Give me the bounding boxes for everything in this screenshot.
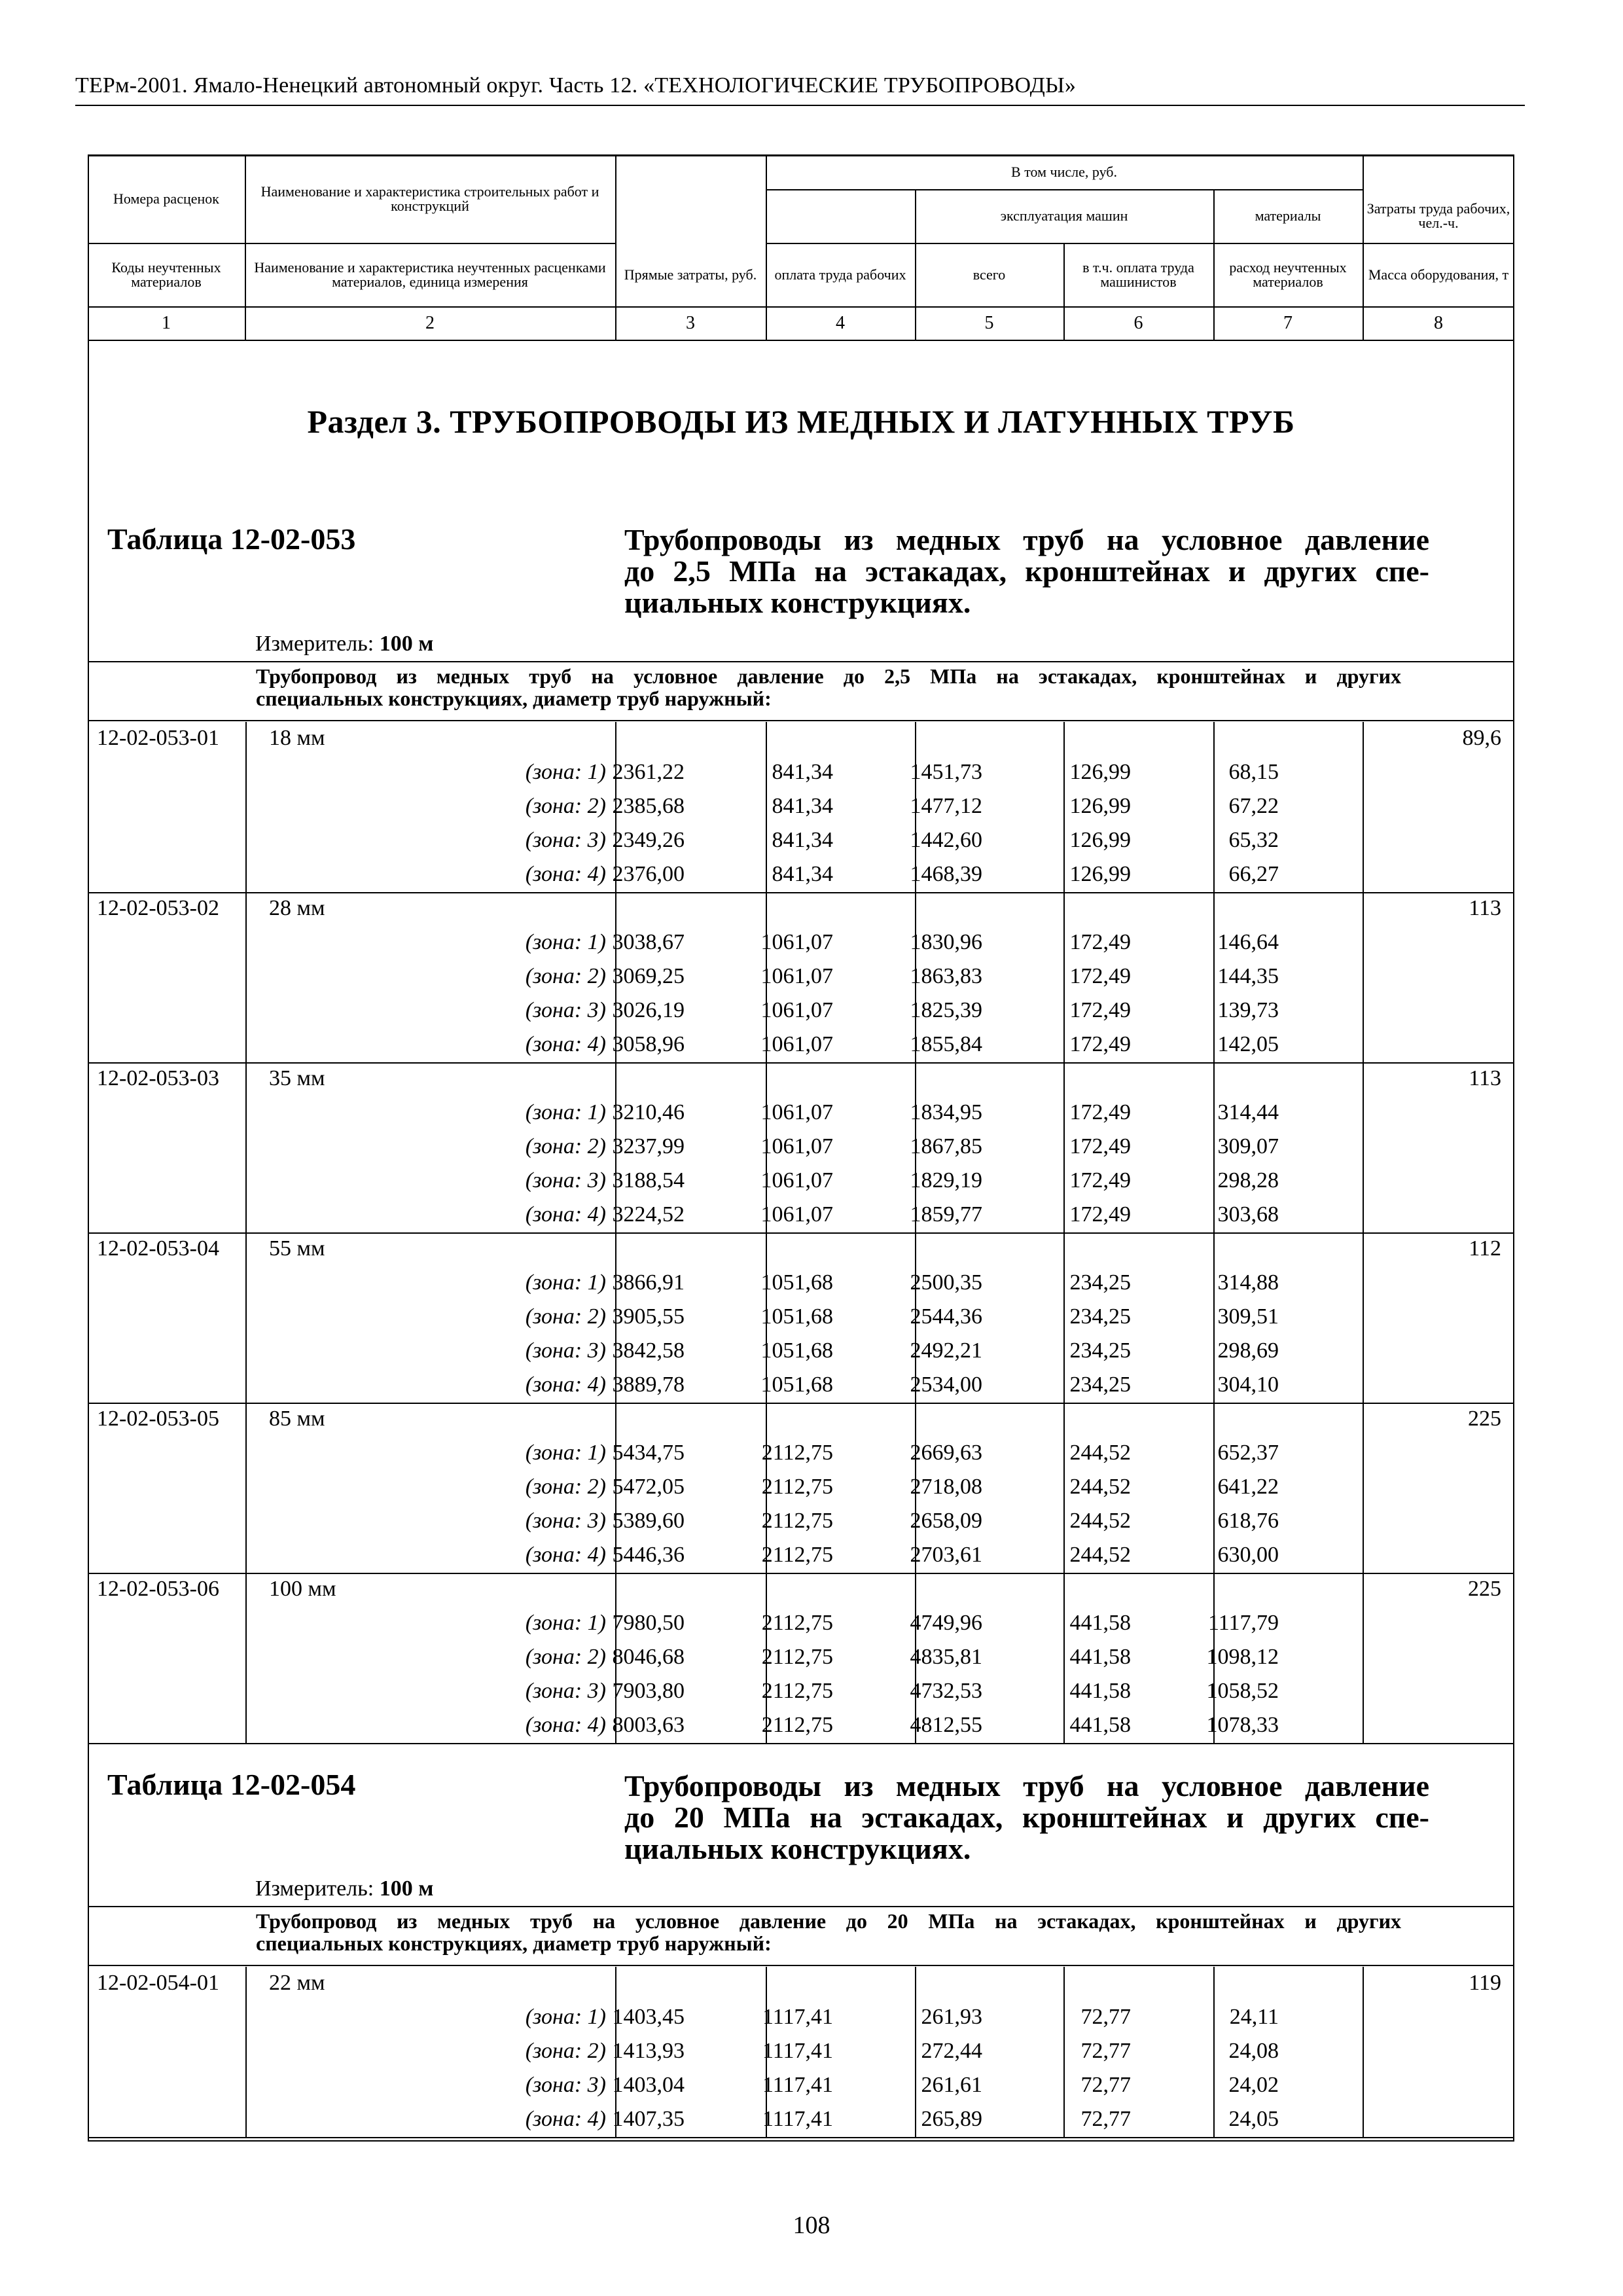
rate-code: 12-02-053-01: [97, 726, 219, 750]
cost-machines: 261,93: [921, 2005, 982, 2029]
header-col5: всего: [972, 266, 1006, 283]
cost-materials: 144,35: [1217, 964, 1279, 988]
cost-materials: 66,27: [1228, 862, 1279, 886]
cost-operators: 172,49: [1069, 930, 1131, 954]
header-col4: оплата труда рабочих: [774, 266, 906, 283]
table-caption: [256, 665, 1401, 709]
pipe-diameter: 35 мм: [269, 1066, 325, 1090]
cost-labor: 2112,75: [761, 1509, 833, 1533]
zone-label: (зона: 4): [525, 1543, 606, 1567]
cost-machines: 2669,63: [910, 1441, 982, 1465]
cost-materials: 146,64: [1217, 930, 1279, 954]
zone-label: (зона: 2): [525, 1475, 606, 1499]
caption-line: специальных конструкциях, диаметр труб наружный:: [256, 687, 772, 710]
column-divider: [1363, 1967, 1364, 2137]
cost-labor: 1061,07: [760, 964, 833, 988]
header-col3: Прямые затраты, руб.: [624, 266, 757, 283]
labor-hours: 113: [1469, 896, 1501, 920]
cost-direct: 3866,91: [612, 1270, 685, 1295]
cost-direct: 2349,26: [612, 828, 685, 852]
cost-machines: 1477,12: [910, 794, 982, 818]
meter: [255, 1876, 433, 1901]
cost-direct: 3889,78: [612, 1372, 685, 1397]
cost-machines: 272,44: [921, 2039, 982, 2063]
col-number: 7: [1283, 312, 1293, 333]
cost-machines: 1859,77: [910, 1202, 982, 1227]
rule: [88, 720, 1514, 721]
cost-direct: 1407,35: [612, 2107, 685, 2131]
zone-label: (зона: 3): [525, 1168, 606, 1193]
cost-direct: 1403,45: [612, 2005, 685, 2029]
page-number: 108: [793, 2212, 830, 2239]
table-end-rule: [88, 2137, 1514, 2138]
cost-labor: 1061,07: [760, 1134, 833, 1158]
cost-materials: 1117,79: [1208, 1611, 1279, 1635]
zone-label: (зона: 2): [525, 2039, 606, 2063]
cost-operators: 172,49: [1069, 964, 1131, 988]
meter-value: 100 м: [379, 1876, 434, 1901]
table-title-line: циальных конструкциях.: [624, 1832, 971, 1865]
cost-labor: 1061,07: [760, 998, 833, 1022]
zone-label: (зона: 4): [525, 1713, 606, 1737]
cost-labor: 2112,75: [761, 1713, 833, 1737]
column-divider: [1213, 722, 1215, 1743]
cost-labor: 2112,75: [761, 1611, 833, 1635]
cost-materials: 24,11: [1229, 2005, 1279, 2029]
cost-direct: 5472,05: [612, 1475, 685, 1499]
zone-label: (зона: 4): [525, 862, 606, 886]
cost-machines: 1468,39: [910, 862, 982, 886]
rule: [88, 1965, 1514, 1966]
cost-labor: 2112,75: [761, 1679, 833, 1703]
labor-hours: 225: [1468, 1577, 1501, 1601]
cost-operators: 172,49: [1069, 1202, 1131, 1227]
table-caption: [256, 1910, 1401, 1954]
cost-labor: 1117,41: [762, 2039, 833, 2063]
cost-materials: 139,73: [1217, 998, 1279, 1022]
labor-hours: 89,6: [1462, 726, 1501, 750]
cost-operators: 244,52: [1069, 1475, 1131, 1499]
cost-machines: 4835,81: [910, 1645, 982, 1669]
column-divider: [766, 722, 767, 1743]
column-divider: [615, 722, 616, 1743]
cost-direct: 2385,68: [612, 794, 685, 818]
cost-labor: 1061,07: [760, 1100, 833, 1124]
zone-label: (зона: 1): [525, 2005, 606, 2029]
meter-value: 100 м: [379, 632, 434, 656]
cost-operators: 172,49: [1069, 1168, 1131, 1193]
cost-labor: 2112,75: [761, 1645, 833, 1669]
cost-operators: 126,99: [1069, 862, 1131, 886]
labor-hours: 225: [1468, 1407, 1501, 1431]
cost-labor: 1117,41: [762, 2005, 833, 2029]
header-col2-bottom: Наименование и характеристика неучтенных расценками материалов, единица измерения: [254, 259, 606, 290]
cost-materials: 304,10: [1217, 1372, 1279, 1397]
cost-direct: 3069,25: [612, 964, 685, 988]
zone-label: (зона: 2): [525, 794, 606, 818]
zone-label: (зона: 2): [525, 964, 606, 988]
rate-code: 12-02-053-02: [97, 896, 219, 920]
zone-label: (зона: 2): [525, 1304, 606, 1329]
table-label: Таблица 12-02-054: [107, 1768, 356, 1801]
cost-direct: 3210,46: [612, 1100, 685, 1124]
cost-machines: 1834,95: [910, 1100, 982, 1124]
cost-direct: 2376,00: [612, 862, 685, 886]
cost-machines: 261,61: [921, 2073, 982, 2097]
cost-direct: 8046,68: [612, 1645, 685, 1669]
zone-label: (зона: 1): [525, 930, 606, 954]
col-number: 4: [836, 312, 845, 333]
cost-machines: 265,89: [921, 2107, 982, 2131]
header-machines: эксплуатация машин: [1000, 207, 1128, 224]
cost-direct: 1403,04: [612, 2073, 685, 2097]
zone-label: (зона: 4): [525, 2107, 606, 2131]
caption-line: Трубопровод из медных труб на условное давление до 20 МПа на эстакадах, кронштейнах и других: [256, 1909, 1401, 1933]
zone-label: (зона: 1): [525, 1441, 606, 1465]
cost-materials: 1058,52: [1206, 1679, 1279, 1703]
section-title: Раздел 3. ТРУБОПРОВОДЫ ИЗ МЕДНЫХ И ЛАТУННЫХ ТРУБ: [307, 403, 1295, 440]
cost-labor: 841,34: [772, 794, 833, 818]
cost-direct: 2361,22: [612, 760, 685, 784]
header-col8-top: Затраты труда рабочих, чел.-ч.: [1366, 200, 1510, 231]
cost-machines: 4749,96: [910, 1611, 982, 1635]
cost-materials: 24,02: [1228, 2073, 1279, 2097]
cost-labor: 1051,68: [760, 1270, 833, 1295]
header-col1-bottom: Коды неучтенных материалов: [111, 259, 221, 290]
cost-operators: 441,58: [1069, 1611, 1131, 1635]
table-title-line: циальных конструкциях.: [624, 586, 971, 619]
cost-direct: 5446,36: [612, 1543, 685, 1567]
cost-direct: 1413,93: [612, 2039, 685, 2063]
cost-materials: 641,22: [1217, 1475, 1279, 1499]
zone-label: (зона: 3): [525, 1679, 606, 1703]
cost-direct: 3237,99: [612, 1134, 685, 1158]
cost-operators: 72,77: [1080, 2005, 1131, 2029]
cost-materials: 309,07: [1217, 1134, 1279, 1158]
table-title-line: до 20 МПа на эстакадах, кронштейнах и других спе-: [624, 1801, 1429, 1834]
pipe-diameter: 22 мм: [269, 1971, 325, 1995]
cost-operators: 126,99: [1069, 760, 1131, 784]
zone-label: (зона: 1): [525, 1270, 606, 1295]
cost-machines: 2492,21: [910, 1338, 982, 1363]
cost-direct: 7980,50: [612, 1611, 685, 1635]
cost-materials: 309,51: [1217, 1304, 1279, 1329]
cost-direct: 5434,75: [612, 1441, 685, 1465]
column-divider: [1063, 722, 1065, 1743]
cost-machines: 2500,35: [910, 1270, 982, 1295]
cost-operators: 172,49: [1069, 1100, 1131, 1124]
zone-label: (зона: 3): [525, 998, 606, 1022]
cost-machines: 2544,36: [910, 1304, 982, 1329]
cost-materials: 1098,12: [1206, 1645, 1279, 1669]
labor-hours: 112: [1469, 1236, 1501, 1261]
cost-operators: 441,58: [1069, 1713, 1131, 1737]
column-divider: [1063, 1967, 1065, 2137]
cost-operators: 234,25: [1069, 1304, 1131, 1329]
column-divider: [245, 722, 247, 1743]
header-col8-bottom: Масса оборудования, т: [1368, 266, 1509, 283]
cost-operators: 244,52: [1069, 1441, 1131, 1465]
column-divider: [245, 1967, 247, 2137]
cost-operators: 234,25: [1069, 1270, 1131, 1295]
cost-direct: 3038,67: [612, 930, 685, 954]
cost-labor: 841,34: [772, 862, 833, 886]
col-number: 6: [1133, 312, 1143, 333]
cost-operators: 234,25: [1069, 1338, 1131, 1363]
cost-direct: 3058,96: [612, 1032, 685, 1056]
cost-labor: 1051,68: [760, 1338, 833, 1363]
zone-label: (зона: 4): [525, 1032, 606, 1056]
table-title: [624, 1770, 1429, 1865]
cost-materials: 24,08: [1228, 2039, 1279, 2063]
cost-direct: 3224,52: [612, 1202, 685, 1227]
cost-direct: 3188,54: [612, 1168, 685, 1193]
table-title: [624, 524, 1429, 619]
cost-materials: 314,44: [1217, 1100, 1279, 1124]
pipe-diameter: 55 мм: [269, 1236, 325, 1261]
cost-materials: 630,00: [1217, 1543, 1279, 1567]
column-header: [88, 154, 1514, 340]
cost-direct: 3842,58: [612, 1338, 685, 1363]
cost-labor: 841,34: [772, 760, 833, 784]
column-divider: [915, 1967, 916, 2137]
header-col6: в т.ч. оплата труда машинистов: [1082, 259, 1194, 290]
zone-label: (зона: 4): [525, 1202, 606, 1227]
col-number: 2: [425, 312, 435, 333]
cost-operators: 72,77: [1080, 2107, 1131, 2131]
table-label: Таблица 12-02-053: [107, 522, 356, 556]
meter-label: Измеритель:: [255, 632, 374, 656]
cost-machines: 2703,61: [910, 1543, 982, 1567]
cost-materials: 303,68: [1217, 1202, 1279, 1227]
cost-materials: 142,05: [1217, 1032, 1279, 1056]
col-number: 8: [1434, 312, 1443, 333]
cost-machines: 1825,39: [910, 998, 982, 1022]
caption-line: специальных конструкциях, диаметр труб наружный:: [256, 1931, 772, 1955]
cost-materials: 68,15: [1228, 760, 1279, 784]
labor-hours: 119: [1469, 1971, 1501, 1995]
cost-labor: 1061,07: [760, 930, 833, 954]
cost-materials: 652,37: [1217, 1441, 1279, 1465]
zone-label: (зона: 1): [525, 1611, 606, 1635]
table-title-line: до 2,5 МПа на эстакадах, кронштейнах и других спе-: [624, 554, 1429, 588]
zone-label: (зона: 3): [525, 828, 606, 852]
zone-label: (зона: 2): [525, 1645, 606, 1669]
cost-operators: 126,99: [1069, 828, 1131, 852]
cost-machines: 4812,55: [910, 1713, 982, 1737]
cost-labor: 1061,07: [760, 1202, 833, 1227]
cost-materials: 1078,33: [1206, 1713, 1279, 1737]
cost-operators: 244,52: [1069, 1509, 1131, 1533]
header-rule: [75, 105, 1525, 106]
cost-operators: 172,49: [1069, 1134, 1131, 1158]
pipe-diameter: 18 мм: [269, 726, 325, 750]
cost-machines: 1829,19: [910, 1168, 982, 1193]
cost-materials: 298,28: [1217, 1168, 1279, 1193]
column-divider: [1363, 722, 1364, 1743]
cost-materials: 24,05: [1228, 2107, 1279, 2131]
rate-code: 12-02-054-01: [97, 1971, 219, 1995]
cost-direct: 7903,80: [612, 1679, 685, 1703]
header-col1-top: Номера расценок: [113, 190, 219, 207]
cost-labor: 1117,41: [762, 2073, 833, 2097]
cost-labor: 1051,68: [760, 1372, 833, 1397]
cost-labor: 2112,75: [761, 1441, 833, 1465]
cost-labor: 2112,75: [761, 1543, 833, 1567]
cost-operators: 126,99: [1069, 794, 1131, 818]
meter-label: Измеритель:: [255, 1876, 374, 1901]
cost-labor: 1051,68: [760, 1304, 833, 1329]
cost-materials: 618,76: [1217, 1509, 1279, 1533]
column-divider: [1213, 1967, 1215, 2137]
header-materials: материалы: [1255, 207, 1321, 224]
rate-code: 12-02-053-03: [97, 1066, 219, 1090]
zone-label: (зона: 4): [525, 1372, 606, 1397]
cost-direct: 3905,55: [612, 1304, 685, 1329]
zone-label: (зона: 3): [525, 1509, 606, 1533]
cost-machines: 2718,08: [910, 1475, 982, 1499]
column-divider: [615, 1967, 616, 2137]
cost-direct: 3026,19: [612, 998, 685, 1022]
rate-code: 12-02-053-05: [97, 1407, 219, 1431]
cost-labor: 1061,07: [760, 1032, 833, 1056]
cost-operators: 441,58: [1069, 1645, 1131, 1669]
table-title-line: Трубопроводы из медных труб на условное давление: [624, 1769, 1429, 1803]
header-including: В том числе, руб.: [1011, 163, 1117, 180]
cost-machines: 2534,00: [910, 1372, 982, 1397]
cost-operators: 172,49: [1069, 1032, 1131, 1056]
cost-operators: 441,58: [1069, 1679, 1131, 1703]
cost-machines: 2658,09: [910, 1509, 982, 1533]
cost-machines: 1451,73: [910, 760, 982, 784]
column-divider: [766, 1967, 767, 2137]
rule: [88, 661, 1514, 662]
cost-materials: 298,69: [1217, 1338, 1279, 1363]
cost-operators: 72,77: [1080, 2039, 1131, 2063]
cost-labor: 2112,75: [761, 1475, 833, 1499]
caption-line: Трубопровод из медных труб на условное давление до 2,5 МПа на эстакадах, кронштейнах и других: [256, 664, 1401, 688]
cost-machines: 1863,83: [910, 964, 982, 988]
cost-operators: 72,77: [1080, 2073, 1131, 2097]
cost-materials: 65,32: [1228, 828, 1279, 852]
cost-operators: 172,49: [1069, 998, 1131, 1022]
zone-label: (зона: 3): [525, 2073, 606, 2097]
pipe-diameter: 85 мм: [269, 1407, 325, 1431]
cost-machines: 4732,53: [910, 1679, 982, 1703]
col-number: 1: [162, 312, 171, 333]
cost-labor: 841,34: [772, 828, 833, 852]
cost-labor: 1117,41: [762, 2107, 833, 2131]
cost-direct: 5389,60: [612, 1509, 685, 1533]
pipe-diameter: 28 мм: [269, 896, 325, 920]
rule: [88, 1906, 1514, 1907]
header-col2-top: Наименование и характеристика строительных работ и конструкций: [260, 183, 599, 214]
zone-label: (зона: 1): [525, 760, 606, 784]
rate-code: 12-02-053-04: [97, 1236, 219, 1261]
cost-materials: 314,88: [1217, 1270, 1279, 1295]
pipe-diameter: 100 мм: [269, 1577, 336, 1601]
cost-machines: 1867,85: [910, 1134, 982, 1158]
zone-label: (зона: 1): [525, 1100, 606, 1124]
zone-label: (зона: 2): [525, 1134, 606, 1158]
cost-machines: 1830,96: [910, 930, 982, 954]
labor-hours: 113: [1469, 1066, 1501, 1090]
column-divider: [915, 722, 916, 1743]
cost-operators: 234,25: [1069, 1372, 1131, 1397]
col-number: 3: [686, 312, 695, 333]
cost-labor: 1061,07: [760, 1168, 833, 1193]
header-col7: расход неучтенных материалов: [1229, 259, 1347, 290]
cost-machines: 1855,84: [910, 1032, 982, 1056]
rate-code: 12-02-053-06: [97, 1577, 219, 1601]
meter: [255, 632, 433, 656]
table-title-line: Трубопроводы из медных труб на условное давление: [624, 523, 1429, 556]
running-header: ТЕРм-2001. Ямало-Ненецкий автономный округ. Часть 12. «ТЕХНОЛОГИЧЕСКИЕ ТРУБОПРОВОДЫ»: [75, 73, 1077, 98]
cost-direct: 8003,63: [612, 1713, 685, 1737]
cost-machines: 1442,60: [910, 828, 982, 852]
col-number: 5: [984, 312, 994, 333]
table-end-rule: [88, 1743, 1514, 1744]
cost-materials: 67,22: [1228, 794, 1279, 818]
cost-operators: 244,52: [1069, 1543, 1131, 1567]
zone-label: (зона: 3): [525, 1338, 606, 1363]
